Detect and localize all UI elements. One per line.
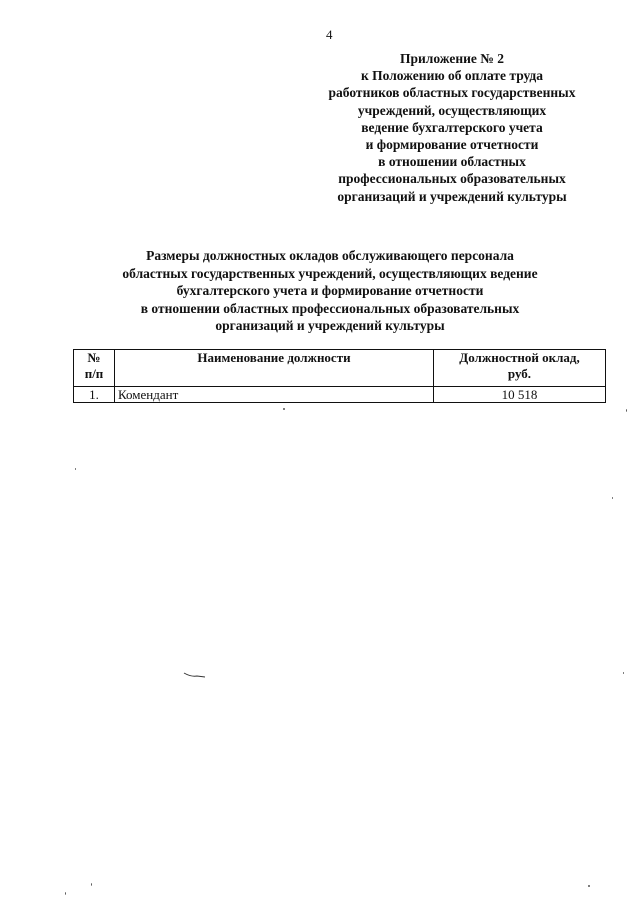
appendix-line: профессиональных образовательных [338,171,566,187]
header-position-name: Наименование должности [115,350,434,387]
table-row [74,387,606,403]
row-position-name: Комендант [115,387,434,403]
header-salary [434,350,606,387]
salary-table [73,349,606,403]
scan-mark [183,671,207,679]
scan-speck [612,497,613,499]
header-number [74,350,115,387]
scan-speck [588,885,590,887]
row-salary: 10 518 [434,387,606,403]
header-number-line1: № [87,350,101,365]
appendix-line: ведение бухгалтерского учета [361,119,543,135]
page-number: 4 [326,27,333,42]
title-line: бухгалтерского учета и формирование отчетности [176,283,484,298]
appendix-line: работников областных государственных [328,85,576,101]
scan-speck [75,468,76,470]
appendix-line: Приложение № 2 [400,51,504,66]
header-salary-line1: Должностной оклад, [459,350,580,365]
title-line: областных государственных учреждений, осуществляющих ведение [122,265,538,281]
scan-speck [91,883,92,886]
title-line: организаций и учреждений культуры [215,318,445,333]
title-line: в отношении областных профессиональных образовательных [140,300,520,316]
appendix-line: организаций и учреждений культуры [337,188,567,204]
scan-speck [623,672,624,674]
appendix-line: учреждений, осуществляющих [357,102,547,118]
appendix-line: в отношении областных [378,154,526,170]
header-salary-line2: руб. [507,366,532,381]
scan-speck [626,409,627,412]
row-number: 1. [74,387,115,403]
appendix-line: и формирование отчетности [365,137,539,153]
appendix-heading [312,50,592,205]
table-header-row [74,350,606,387]
scan-speck [65,892,66,895]
title-line: Размеры должностных окладов обслуживающего персонала [146,248,514,263]
document-title [70,247,590,335]
header-number-line2: п/п [84,366,104,381]
appendix-line: к Положению об оплате труда [360,68,544,84]
scan-speck [283,408,285,410]
